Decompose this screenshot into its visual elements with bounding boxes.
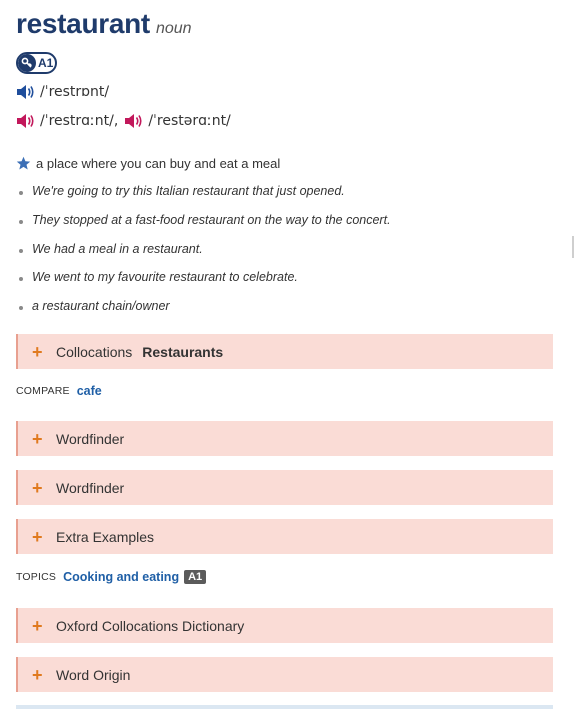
speaker-red-icon[interactable]: [16, 112, 36, 130]
speaker-red-icon[interactable]: [124, 112, 144, 130]
example-list: [16, 184, 391, 328]
list-item: [16, 184, 391, 213]
pronunciation-uk: [16, 83, 109, 101]
bullet: [19, 306, 23, 310]
compare-tag: COMPARE: [16, 385, 70, 397]
list-item: [16, 270, 391, 299]
compare-xref: [16, 384, 102, 398]
panel-label: Collocations: [56, 343, 133, 360]
word-origin-panel[interactable]: [16, 657, 553, 692]
example-text: We had a meal in a restaurant.: [32, 241, 203, 256]
topics-tag: TOPICS: [16, 571, 57, 583]
wordfinder-panel[interactable]: [16, 421, 553, 456]
headword: restaurant: [16, 8, 150, 39]
topics-level-badge: A1: [184, 570, 206, 584]
wordfinder-panel-2[interactable]: [16, 470, 553, 505]
definition-text: a place where you can buy and eat a meal: [36, 156, 281, 171]
level-label: A1: [38, 56, 54, 70]
panel-label: Wordfinder: [56, 430, 125, 447]
example-text: They stopped at a fast-food restaurant on the way to the concert.: [32, 212, 391, 227]
pronunciation-us: [16, 112, 231, 130]
plus-icon: +: [32, 341, 43, 362]
pronunciation-us-text-1: /ˈrestrɑːnt/: [40, 113, 114, 129]
example-text: a restaurant chain/owner: [32, 299, 170, 314]
bullet: [19, 249, 23, 253]
topics-link[interactable]: Cooking and eating: [63, 570, 180, 584]
example-text: We're going to try this Italian restaurant that just opened.: [32, 184, 345, 198]
example-text: We went to my favourite restaurant to celebrate.: [32, 270, 298, 285]
part-of-speech: noun: [155, 20, 192, 37]
panel-label: Word Origin: [56, 666, 131, 683]
oxford-3000-level-badge[interactable]: [16, 52, 57, 74]
panel-label: Oxford Collocations Dictionary: [56, 617, 245, 634]
speaker-blue-icon[interactable]: [16, 83, 36, 101]
panel-label: Extra Examples: [56, 528, 155, 545]
pronunciation-us-text-2: /ˈrestərɑːnt/: [148, 113, 231, 129]
bullet: [19, 191, 23, 195]
bullet: [19, 277, 23, 281]
plus-icon: +: [32, 477, 43, 498]
plus-icon: +: [32, 428, 43, 449]
plus-icon: +: [32, 615, 43, 636]
compare-link[interactable]: cafe: [76, 384, 102, 398]
key-icon: [18, 54, 36, 72]
extra-examples-panel[interactable]: [16, 519, 553, 554]
panel-label: Wordfinder: [56, 479, 125, 496]
collocations-panel[interactable]: [16, 334, 553, 369]
list-item: [16, 242, 391, 271]
bullet: [19, 220, 23, 224]
scrollbar-thumb[interactable]: [572, 236, 574, 258]
star-icon: [16, 156, 31, 171]
definition: [16, 156, 280, 171]
pronunciation-separator: ,: [113, 113, 119, 129]
list-item: [16, 213, 391, 242]
next-section-edge: [16, 705, 553, 709]
list-item: [16, 299, 391, 328]
pronunciation-uk-text: /ˈrestrɒnt/: [40, 84, 110, 100]
plus-icon: +: [32, 526, 43, 547]
headword-row: [16, 8, 192, 40]
oxford-collocations-panel[interactable]: [16, 608, 553, 643]
panel-label-bold: Restaurants: [142, 343, 224, 360]
topics-xref: [16, 570, 206, 584]
plus-icon: +: [32, 664, 43, 685]
